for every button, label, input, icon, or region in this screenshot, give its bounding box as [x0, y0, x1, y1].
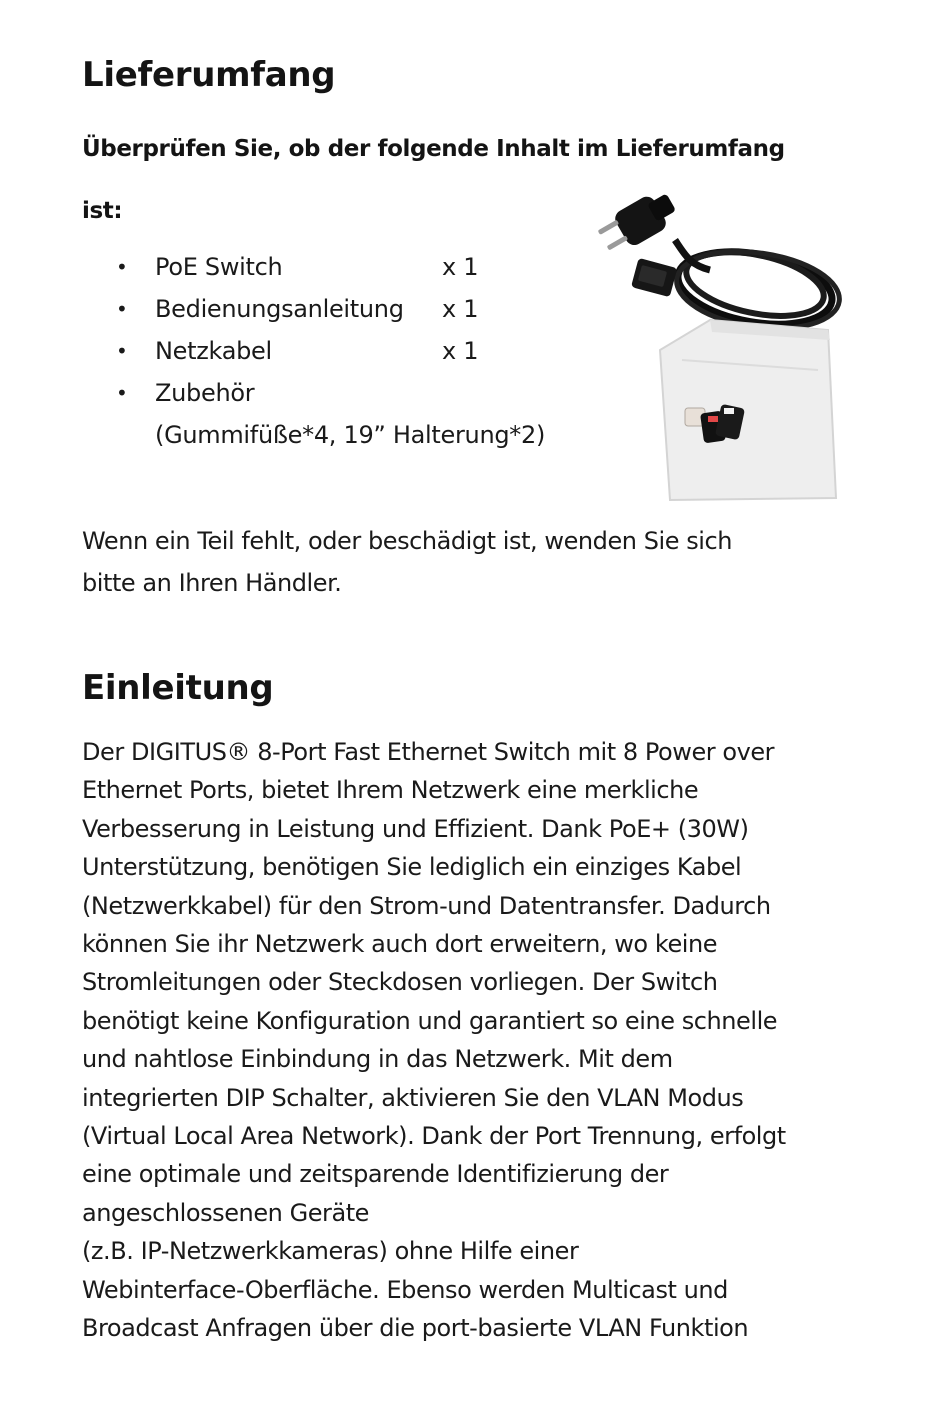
- list-item: [112, 372, 545, 456]
- item-name: Netzkabel: [155, 337, 272, 365]
- paragraph-line: eine optimale und zeitsparende Identifizierung der: [82, 1160, 669, 1189]
- paragraph-line: und nahtlose Einbindung in das Netzwerk. Mit dem: [82, 1045, 673, 1074]
- paragraph-line: benötigt keine Konfiguration und garantiert so eine schnelle: [82, 1006, 778, 1035]
- item-name: PoE Switch: [155, 253, 283, 281]
- missing-parts-note: [82, 520, 842, 604]
- list-item: [112, 288, 545, 330]
- paragraph-line: Stromleitungen oder Steckdosen vorliegen. Der Switch: [82, 968, 718, 997]
- item-quantity: x 1: [442, 337, 479, 365]
- heading-einleitung: Einleitung: [82, 668, 274, 708]
- item-quantity: x 1: [442, 253, 479, 281]
- item-name: Zubehör: [155, 379, 255, 407]
- item-detail: (Gummifüße*4, 19” Halterung*2): [155, 421, 546, 449]
- paragraph-line: Unterstützung, benötigen Sie lediglich ein einziges Kabel: [82, 853, 742, 882]
- paragraph-line: angeschlossenen Geräte: [82, 1198, 369, 1227]
- bullet-icon: •: [116, 381, 128, 405]
- item-name: Bedienungsanleitung: [155, 295, 404, 323]
- paragraph-line: integrierten DIP Schalter, aktivieren Sie den VLAN Modus: [82, 1083, 744, 1112]
- paragraph-line: (Netzwerkkabel) für den Strom-und Datentransfer. Dadurch: [82, 891, 771, 920]
- paragraph-line: können Sie ihr Netzwerk auch dort erweitern, wo keine: [82, 930, 718, 959]
- paragraph-line: (Virtual Local Area Network). Dank der Port Trennung, erfolgt: [82, 1122, 786, 1151]
- introduction-paragraph: [82, 733, 882, 1348]
- paragraph-line: Der DIGITUS® 8-Port Fast Ethernet Switch mit 8 Power over: [82, 738, 775, 766]
- note-line: Wenn ein Teil fehlt, oder beschädigt ist, wenden Sie sich: [82, 527, 732, 555]
- package-contents-photo: [590, 180, 852, 510]
- bullet-icon: •: [116, 297, 128, 321]
- intro-text-line-1: Überprüfen Sie, ob der folgende Inhalt im Lieferumfang: [82, 136, 785, 162]
- paragraph-line: Broadcast Anfragen über die port-basierte VLAN Funktion: [82, 1314, 749, 1343]
- paragraph-line: (z.B. IP-Netzwerkkameras) ohne Hilfe einer: [82, 1237, 579, 1266]
- accessory-bag-image: [660, 320, 836, 500]
- package-contents-list: [112, 246, 545, 456]
- heading-lieferumfang: Lieferumfang: [82, 55, 336, 95]
- bullet-icon: •: [116, 255, 128, 279]
- intro-text-line-2: ist:: [82, 198, 123, 224]
- item-quantity: x 1: [442, 295, 479, 323]
- paragraph-line: Ethernet Ports, bietet Ihrem Netzwerk eine merkliche: [82, 776, 699, 805]
- paragraph-line: Verbesserung in Leistung und Effizient. Dank PoE+ (30W): [82, 814, 749, 843]
- paragraph-line: Webinterface-Oberfläche. Ebenso werden Multicast und: [82, 1275, 728, 1304]
- note-line: bitte an Ihren Händler.: [82, 569, 342, 597]
- power-cable-image: [595, 186, 845, 338]
- list-item: [112, 246, 545, 288]
- bullet-icon: •: [116, 339, 128, 363]
- list-item: [112, 330, 545, 372]
